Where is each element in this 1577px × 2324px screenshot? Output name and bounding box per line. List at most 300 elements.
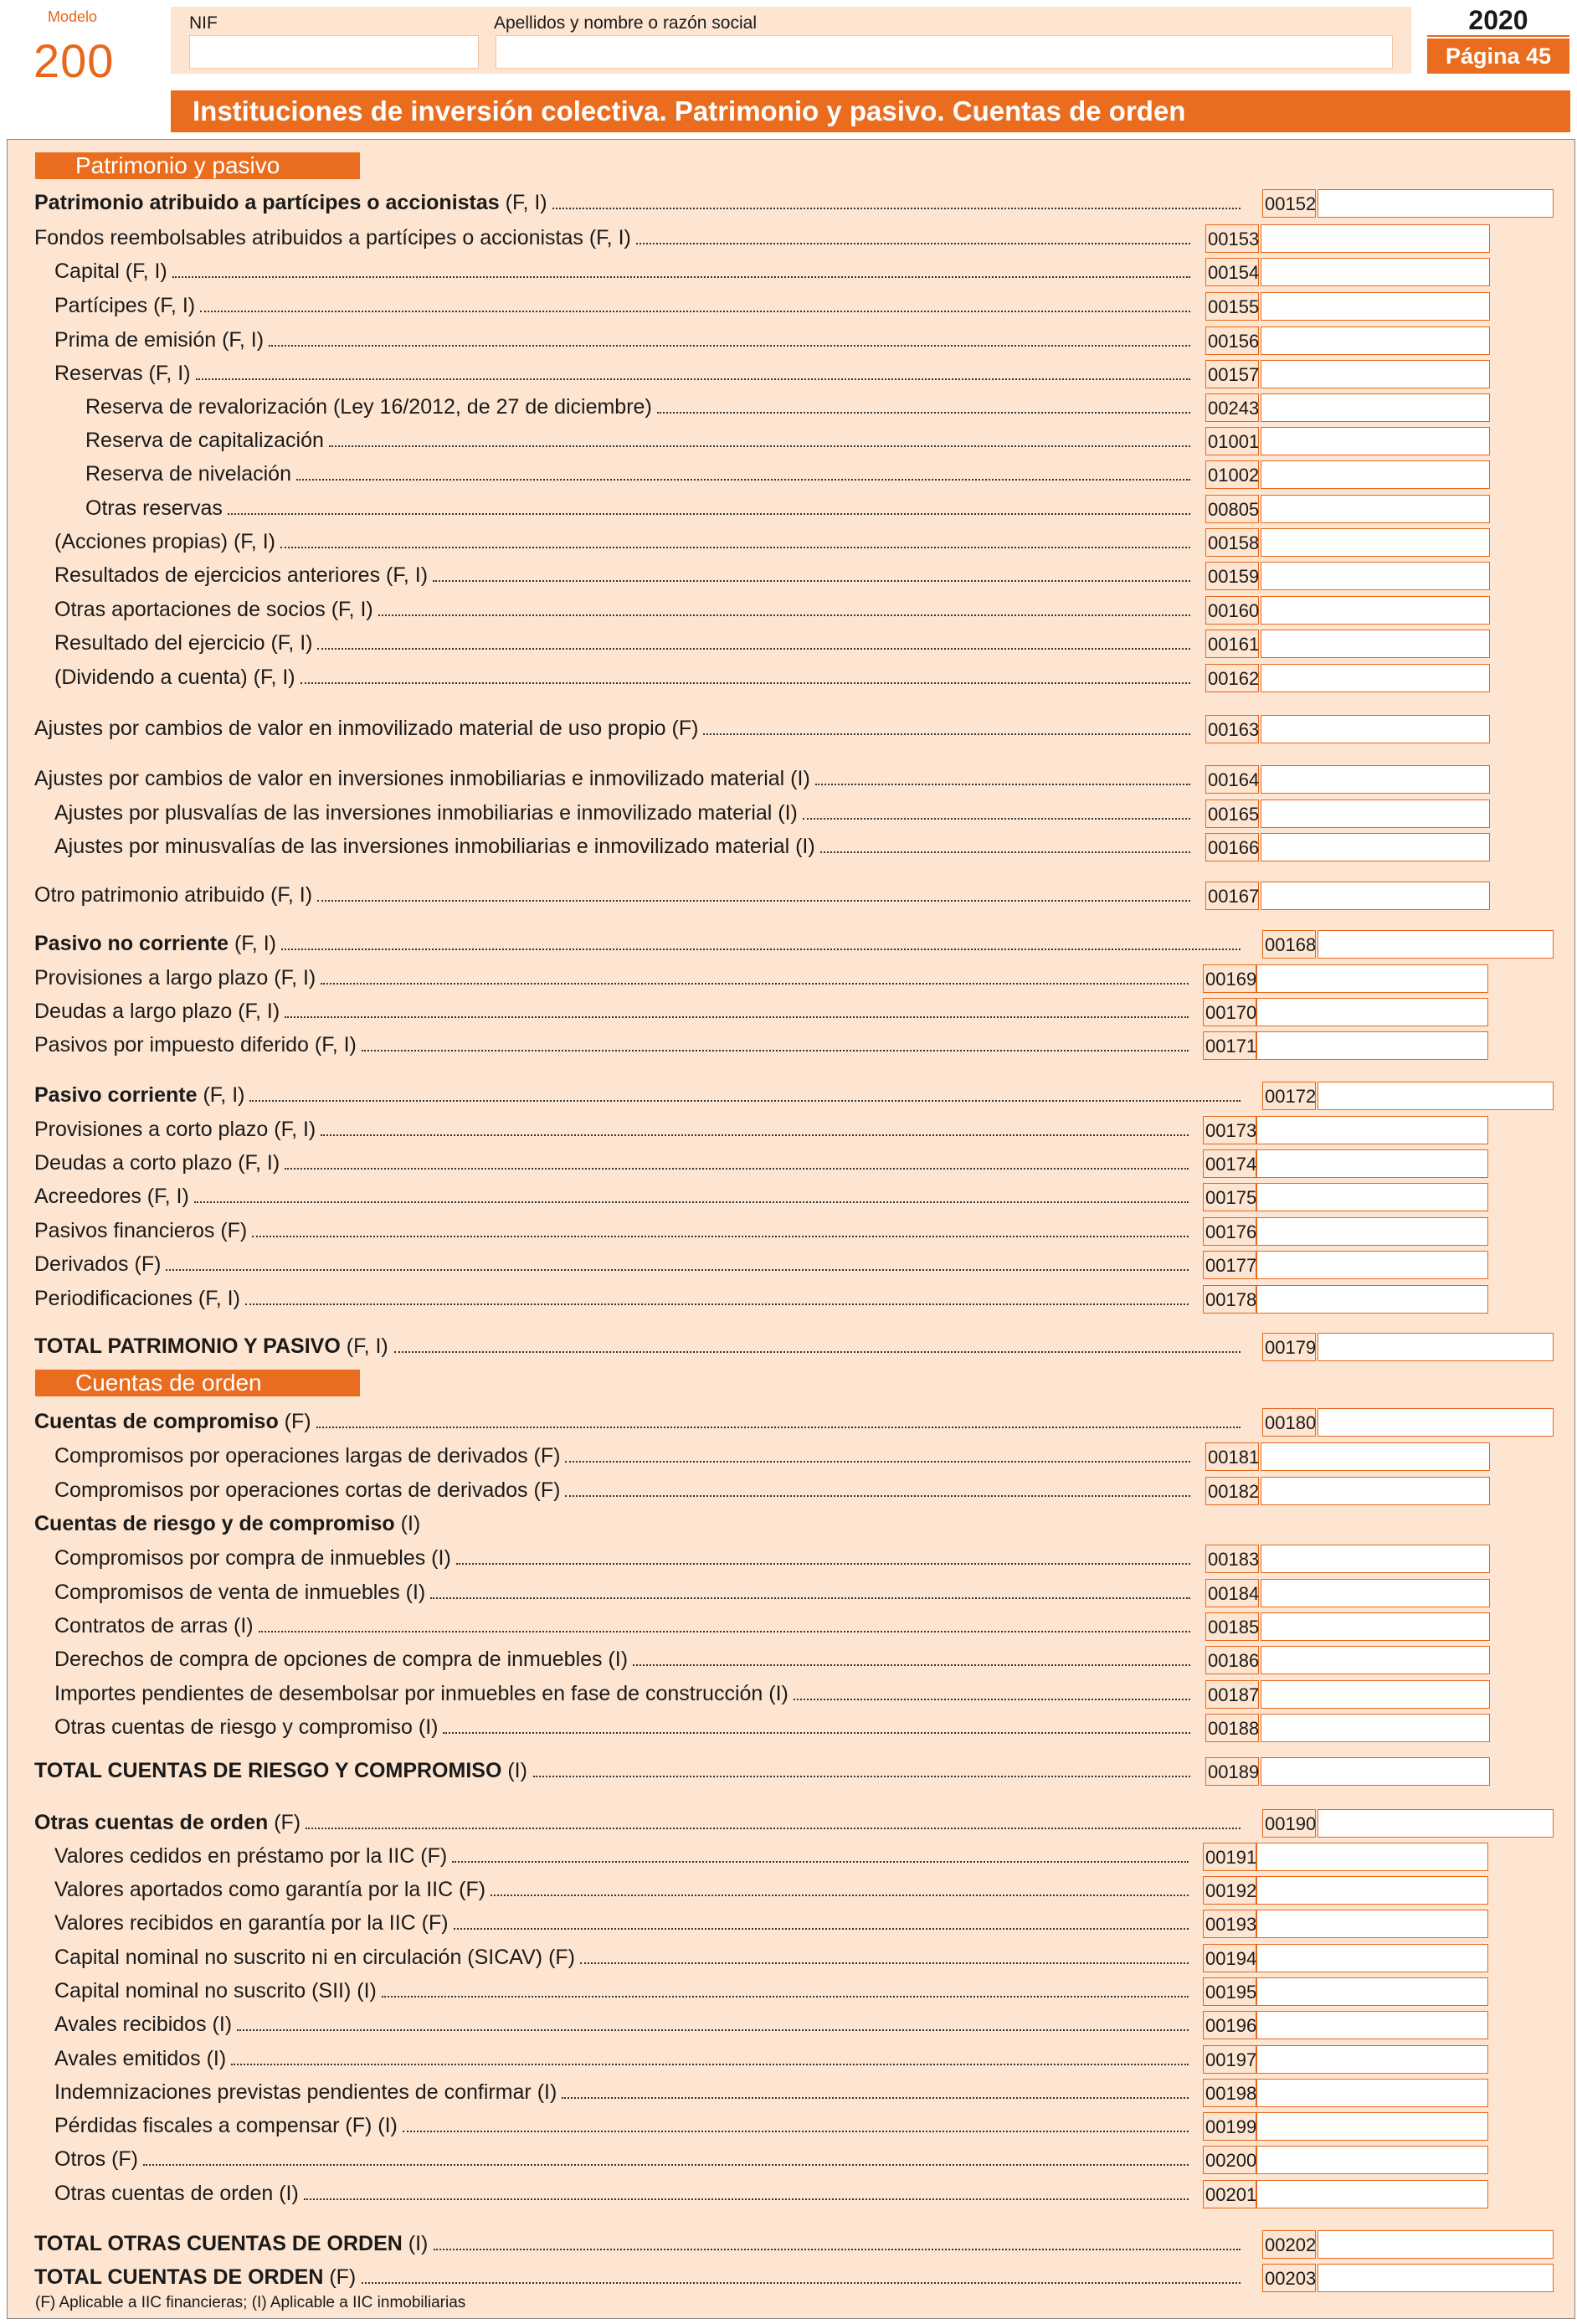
box-code: 00179 <box>1262 1333 1316 1361</box>
row-label <box>34 712 698 745</box>
amount-field-00156[interactable] <box>1261 326 1490 355</box>
box-code: 00182 <box>1205 1477 1259 1505</box>
row-label <box>34 1113 316 1146</box>
leader-dots <box>430 1597 1190 1599</box>
row-label <box>54 593 373 626</box>
amount-field-00152[interactable] <box>1318 189 1554 218</box>
amount-field-00176[interactable] <box>1256 1217 1488 1246</box>
box-code: 00161 <box>1205 630 1259 658</box>
row-label-text: Derechos de compra de opciones de compra de inmuebles (I) <box>54 1648 629 1671</box>
row-label <box>54 525 275 558</box>
amount-field-00197[interactable] <box>1256 2045 1488 2074</box>
nif-label: NIF <box>189 13 218 33</box>
leader-dots <box>394 1351 1241 1353</box>
leader-dots <box>200 311 1190 312</box>
form-row-00197 <box>0 2042 1577 2075</box>
form-row-00162 <box>0 661 1577 694</box>
row-label <box>54 661 295 694</box>
form-row-00195 <box>0 1974 1577 2008</box>
row-label <box>54 1710 439 1744</box>
row-label-text: Otras cuentas de riesgo y compromiso (I) <box>54 1715 439 1739</box>
row-label-bold: Pasivo no corriente <box>34 932 229 955</box>
row-label-bold: Pasivo corriente <box>34 1083 198 1107</box>
row-label <box>54 1906 449 1940</box>
row-label-text: Ajustes por plusvalías de las inversiones inmobiliarias e inmovilizado material (I) <box>54 801 798 825</box>
box-code: 00156 <box>1205 326 1259 355</box>
amount-field-00168[interactable] <box>1318 930 1554 959</box>
row-label <box>34 1180 189 1213</box>
leader-dots <box>285 1016 1189 1018</box>
form-row-00178 <box>0 1282 1577 1315</box>
row-label-bold: TOTAL PATRIMONIO Y PASIVO <box>34 1334 341 1358</box>
amount-field-00188[interactable] <box>1261 1714 1490 1742</box>
row-label-text: Resultados de ejercicios anteriores (F, I) <box>54 563 429 587</box>
page-title: Instituciones de inversión colectiva. Patrimonio y pasivo. Cuentas de orden <box>171 90 1570 132</box>
amount-field-00193[interactable] <box>1256 1910 1488 1938</box>
form-row-01002 <box>0 457 1577 491</box>
leader-dots <box>321 983 1189 985</box>
row-label-bold: Otras cuentas de orden <box>34 1811 269 1834</box>
row-label <box>34 762 810 795</box>
amount-field-00202[interactable] <box>1318 2230 1554 2259</box>
box-code: 00193 <box>1203 1910 1256 1938</box>
form-row-00163 <box>0 712 1577 745</box>
amount-field-00198[interactable] <box>1256 2079 1488 2107</box>
form-row-00166 <box>0 830 1577 863</box>
row-label-text: (I) <box>402 2232 429 2255</box>
row-label <box>54 796 798 830</box>
leader-dots <box>636 243 1190 244</box>
box-code: 00188 <box>1205 1714 1259 1742</box>
form-row-00188 <box>0 1710 1577 1744</box>
form-row-00175 <box>0 1180 1577 1213</box>
leader-dots <box>452 1861 1189 1863</box>
row-label-text: Reserva de revalorización (Ley 16/2012, de 27 de diciembre) <box>85 395 652 419</box>
amount-field-00182[interactable] <box>1261 1477 1490 1505</box>
row-label-text: (F) <box>323 2265 357 2289</box>
amount-field-00157[interactable] <box>1261 360 1490 388</box>
amount-field-00177[interactable] <box>1256 1251 1488 1279</box>
leader-dots <box>633 1664 1190 1666</box>
form-row-heading <box>0 1507 1577 1540</box>
amount-field-00184[interactable] <box>1261 1579 1490 1607</box>
box-code: 00162 <box>1205 664 1259 692</box>
row-label-text: Otras cuentas de orden (I) <box>54 2182 299 2205</box>
row-label-bold: Patrimonio atribuido a partícipes o accionistas <box>34 191 500 214</box>
nif-field[interactable] <box>189 35 479 69</box>
leader-dots <box>491 1895 1189 1896</box>
row-label-text: Otras reservas <box>85 496 223 520</box>
modelo-label: Modelo <box>48 8 98 25</box>
leader-dots <box>196 378 1190 380</box>
form-row-00180 <box>0 1405 1577 1438</box>
section-header-patrimonio: Patrimonio y pasivo <box>35 152 360 179</box>
leader-dots <box>231 2064 1189 2065</box>
form-row-00159 <box>0 558 1577 592</box>
leader-dots <box>820 851 1190 853</box>
leader-dots <box>456 1563 1190 1565</box>
box-code: 00185 <box>1205 1612 1259 1641</box>
box-code: 00160 <box>1205 596 1259 625</box>
leader-dots <box>434 2249 1241 2250</box>
box-code: 00153 <box>1205 224 1259 253</box>
box-code: 00805 <box>1205 495 1259 523</box>
row-label <box>34 1214 247 1247</box>
box-code: 00192 <box>1203 1876 1256 1905</box>
amount-field-00166[interactable] <box>1261 833 1490 861</box>
amount-field-00158[interactable] <box>1261 528 1490 557</box>
row-label-text: Compromisos de venta de inmuebles (I) <box>54 1581 426 1604</box>
leader-dots <box>306 1828 1241 1829</box>
box-code: 00195 <box>1203 1977 1256 2006</box>
box-code: 00164 <box>1205 765 1259 794</box>
row-label-text: (I) <box>394 1512 421 1535</box>
row-label-text: Valores aportados como garantía por la IIC (F) <box>54 1878 486 1901</box>
form-row-00203 <box>0 2260 1577 2294</box>
row-label-text: Pasivos financieros (F) <box>34 1219 248 1242</box>
row-label-text: Otros (F) <box>54 2147 138 2171</box>
box-code: 00180 <box>1262 1408 1316 1437</box>
row-label-text: (Dividendo a cuenta) (F, I) <box>54 666 295 689</box>
box-code: 00203 <box>1262 2264 1316 2292</box>
amount-field-00170[interactable] <box>1256 998 1488 1026</box>
amount-field-00164[interactable] <box>1261 765 1490 794</box>
row-label-text: Valores recibidos en garantía por la IIC (F) <box>54 1911 449 1935</box>
amount-field-00186[interactable] <box>1261 1646 1490 1674</box>
leader-dots <box>552 208 1241 209</box>
amount-field-00172[interactable] <box>1318 1082 1554 1110</box>
row-label-text: Compromisos por operaciones largas de derivados (F) <box>54 1444 561 1468</box>
form-row-00154 <box>0 255 1577 288</box>
form-row-00172 <box>0 1078 1577 1112</box>
name-field[interactable] <box>496 35 1393 69</box>
row-label <box>34 1754 527 1787</box>
amount-field-00173[interactable] <box>1256 1116 1488 1144</box>
amount-field-00189[interactable] <box>1261 1757 1490 1786</box>
amount-field-00199[interactable] <box>1256 2112 1488 2141</box>
form-row-00200 <box>0 2142 1577 2176</box>
row-label-text: Deudas a corto plazo (F, I) <box>34 1151 280 1175</box>
box-code: 01002 <box>1205 460 1259 489</box>
box-code: 00194 <box>1203 1944 1256 1972</box>
row-label <box>34 2260 356 2294</box>
row-label-text: (F, I) <box>229 932 276 955</box>
row-label-text: Reserva de capitalización <box>85 429 324 452</box>
amount-field-00183[interactable] <box>1261 1545 1490 1573</box>
form-row-00160 <box>0 593 1577 626</box>
year-badge: 2020 <box>1427 5 1569 37</box>
row-label <box>54 1839 447 1873</box>
box-code: 00165 <box>1205 800 1259 828</box>
row-label-text: Reserva de nivelación <box>85 462 291 486</box>
row-label-text: Compromisos por operaciones cortas de derivados (F) <box>54 1478 561 1502</box>
leader-dots <box>565 1461 1190 1463</box>
row-label <box>54 1941 575 1974</box>
leader-dots <box>304 2198 1189 2200</box>
amount-field-00178[interactable] <box>1256 1285 1488 1314</box>
amount-field-00154[interactable] <box>1261 258 1490 286</box>
form-row-00187 <box>0 1677 1577 1710</box>
row-label-text: (Acciones propias) (F, I) <box>54 530 275 553</box>
box-code: 00202 <box>1262 2230 1316 2259</box>
row-label <box>85 390 652 424</box>
box-code: 00169 <box>1203 964 1256 993</box>
row-label-text: Otras aportaciones de socios (F, I) <box>54 598 373 621</box>
form-row-00161 <box>0 626 1577 660</box>
row-label <box>34 995 280 1028</box>
amount-field-00165[interactable] <box>1261 800 1490 828</box>
amount-field-00191[interactable] <box>1256 1843 1488 1871</box>
amount-field-00194[interactable] <box>1256 1944 1488 1972</box>
amount-field-00160[interactable] <box>1261 596 1490 625</box>
row-label <box>54 1576 425 1609</box>
form-row-00177 <box>0 1247 1577 1281</box>
leader-dots <box>565 1495 1190 1497</box>
row-label-text: Valores cedidos en préstamo por la IIC (F) <box>54 1844 448 1868</box>
amount-field-01002[interactable] <box>1261 460 1490 489</box>
leader-dots <box>533 1776 1190 1777</box>
row-label <box>34 1282 240 1315</box>
amount-field-00203[interactable] <box>1318 2264 1554 2292</box>
box-code: 00158 <box>1205 528 1259 557</box>
row-label-text: Otro patrimonio atribuido (F, I) <box>34 883 313 907</box>
row-label-text: Capital nominal no suscrito ni en circulación (SICAV) (F) <box>54 1946 575 1969</box>
box-code: 00157 <box>1205 360 1259 388</box>
row-label-text: (I) <box>501 1759 527 1782</box>
form-row-00169 <box>0 961 1577 995</box>
form-row-00173 <box>0 1113 1577 1146</box>
row-label-text: Periodificaciones (F, I) <box>34 1287 240 1310</box>
form-row-00158 <box>0 525 1577 558</box>
row-label <box>85 491 223 525</box>
row-label-text: (F) <box>268 1811 301 1834</box>
leader-dots <box>803 818 1190 820</box>
box-code: 00174 <box>1203 1149 1256 1178</box>
amount-field-00805[interactable] <box>1261 495 1490 523</box>
box-code: 00199 <box>1203 2112 1256 2141</box>
form-row-00198 <box>0 2075 1577 2109</box>
row-label <box>34 961 316 995</box>
row-label <box>54 626 312 660</box>
amount-field-00196[interactable] <box>1256 2011 1488 2039</box>
amount-field-00171[interactable] <box>1256 1031 1488 1060</box>
row-label <box>85 424 324 457</box>
row-label <box>54 1677 788 1710</box>
row-label-text: Pasivos por impuesto diferido (F, I) <box>34 1033 357 1057</box>
leader-dots <box>433 580 1190 582</box>
form-row-00157 <box>0 357 1577 390</box>
form-row-00243 <box>0 390 1577 424</box>
row-label-text: Avales recibidos (I) <box>54 2013 233 2036</box>
row-label-text: Reservas (F, I) <box>54 362 191 385</box>
row-label <box>54 1541 451 1575</box>
amount-field-00162[interactable] <box>1261 664 1490 692</box>
form-row-00185 <box>0 1609 1577 1643</box>
amount-field-00190[interactable] <box>1318 1809 1554 1838</box>
form-row-00181 <box>0 1439 1577 1473</box>
amount-field-00192[interactable] <box>1256 1876 1488 1905</box>
page-badge: Página 45 <box>1427 39 1569 74</box>
row-label <box>54 323 264 357</box>
form-row-00194 <box>0 1941 1577 1974</box>
box-code: 00178 <box>1203 1285 1256 1314</box>
row-label-text: Avales emitidos (I) <box>54 2047 227 2070</box>
name-label: Apellidos y nombre o razón social <box>494 13 757 33</box>
amount-field-00155[interactable] <box>1261 292 1490 321</box>
form-row-00196 <box>0 2008 1577 2041</box>
row-label <box>54 1974 377 2008</box>
row-label-text: Partícipes (F, I) <box>54 294 196 317</box>
amount-field-00200[interactable] <box>1256 2146 1488 2174</box>
row-label-text: Fondos reembolsables atribuidos a partícipes o accionistas (F, I) <box>34 226 631 249</box>
row-label <box>54 2142 138 2176</box>
box-code: 00177 <box>1203 1251 1256 1279</box>
leader-dots <box>794 1699 1190 1700</box>
box-code: 00186 <box>1205 1646 1259 1674</box>
box-code: 00163 <box>1205 715 1259 743</box>
amount-field-01001[interactable] <box>1261 427 1490 455</box>
row-label-text: Acreedores (F, I) <box>34 1185 189 1208</box>
form-row-00174 <box>0 1146 1577 1180</box>
row-label-text: Pérdidas fiscales a compensar (F) (I) <box>54 2114 398 2137</box>
leader-dots <box>249 1100 1241 1102</box>
amount-field-00159[interactable] <box>1261 562 1490 590</box>
leader-dots <box>301 682 1190 684</box>
leader-dots <box>378 614 1190 616</box>
amount-field-00174[interactable] <box>1256 1149 1488 1178</box>
form-row-00167 <box>0 878 1577 912</box>
row-label <box>54 2075 557 2109</box>
row-label <box>85 457 291 491</box>
leader-dots <box>259 1631 1190 1632</box>
leader-dots <box>317 900 1190 902</box>
row-label-text: Provisiones a corto plazo (F, I) <box>34 1118 316 1141</box>
row-label <box>54 2177 299 2210</box>
form-row-00193 <box>0 1906 1577 1940</box>
row-label <box>34 1806 301 1839</box>
leader-dots <box>285 1168 1189 1170</box>
leader-dots <box>382 1996 1189 1998</box>
row-label <box>34 1028 357 1062</box>
box-code: 00168 <box>1262 930 1316 959</box>
box-code: 00175 <box>1203 1183 1256 1211</box>
row-label-text: (F, I) <box>499 191 547 214</box>
leader-dots <box>703 733 1190 735</box>
footnote: (F) Aplicable a IIC financieras; (I) Aplicable a IIC inmobiliarias <box>35 2294 466 2311</box>
form-row-00183 <box>0 1541 1577 1575</box>
form-row-00199 <box>0 2109 1577 2142</box>
form-row-00202 <box>0 2227 1577 2260</box>
form-row-00156 <box>0 323 1577 357</box>
row-label <box>34 1405 311 1438</box>
box-code: 00167 <box>1205 882 1259 910</box>
leader-dots <box>815 784 1190 785</box>
row-label <box>34 221 631 255</box>
row-label <box>34 1078 244 1112</box>
section-header-cuentas-orden: Cuentas de orden <box>35 1370 360 1396</box>
form-row-00191 <box>0 1839 1577 1873</box>
leader-dots <box>143 2164 1189 2166</box>
row-label <box>34 1329 388 1363</box>
box-code: 01001 <box>1205 427 1259 455</box>
amount-field-00181[interactable] <box>1261 1442 1490 1471</box>
amount-field-00169[interactable] <box>1256 964 1488 993</box>
row-label <box>54 1473 560 1507</box>
box-code: 00201 <box>1203 2180 1256 2208</box>
amount-field-00195[interactable] <box>1256 1977 1488 2006</box>
box-code: 00189 <box>1205 1757 1259 1786</box>
row-label <box>54 289 195 322</box>
box-code: 00200 <box>1203 2146 1256 2174</box>
row-label <box>54 1643 628 1676</box>
amount-field-00161[interactable] <box>1261 630 1490 658</box>
row-label-text: Capital (F, I) <box>54 260 167 283</box>
amount-field-00243[interactable] <box>1261 393 1490 422</box>
row-label <box>54 2042 226 2075</box>
amount-field-00187[interactable] <box>1261 1680 1490 1709</box>
leader-dots <box>362 2282 1241 2284</box>
form-row-00171 <box>0 1028 1577 1062</box>
box-code: 00159 <box>1205 562 1259 590</box>
leader-dots <box>269 345 1190 347</box>
row-label <box>54 2109 398 2142</box>
amount-field-00179[interactable] <box>1318 1333 1554 1361</box>
box-code: 00187 <box>1205 1680 1259 1709</box>
box-code: 00170 <box>1203 998 1256 1026</box>
row-label-bold: TOTAL OTRAS CUENTAS DE ORDEN <box>34 2232 403 2255</box>
amount-field-00175[interactable] <box>1256 1183 1488 1211</box>
row-label <box>54 1609 254 1643</box>
box-code: 00197 <box>1203 2045 1256 2074</box>
form-row-00201 <box>0 2177 1577 2210</box>
row-label-bold: Cuentas de compromiso <box>34 1410 279 1433</box>
row-label <box>34 2227 428 2260</box>
box-code: 00243 <box>1205 393 1259 422</box>
box-code: 00176 <box>1203 1217 1256 1246</box>
amount-field-00163[interactable] <box>1261 715 1490 743</box>
form-row-00152 <box>0 186 1577 219</box>
row-label <box>34 878 312 912</box>
leader-dots <box>166 1269 1189 1271</box>
row-label-text: Indemnizaciones previstas pendientes de confirmar (I) <box>54 2080 557 2104</box>
row-label-text: Contratos de arras (I) <box>54 1614 254 1638</box>
amount-field-00167[interactable] <box>1261 882 1490 910</box>
row-label-text: Ajustes por minusvalías de las inversiones inmobiliarias e inmovilizado material (I) <box>54 835 815 858</box>
form-row-00189 <box>0 1754 1577 1787</box>
row-label-text: Capital nominal no suscrito (SII) (I) <box>54 1979 377 2003</box>
form-row-00165 <box>0 796 1577 830</box>
leader-dots <box>252 1236 1189 1237</box>
row-label <box>54 2008 232 2041</box>
row-label <box>34 927 276 960</box>
leader-dots <box>317 648 1190 650</box>
row-label-text: (F, I) <box>197 1083 245 1107</box>
amount-field-00153[interactable] <box>1261 224 1490 253</box>
amount-field-00201[interactable] <box>1256 2180 1488 2208</box>
amount-field-00185[interactable] <box>1261 1612 1490 1641</box>
box-code: 00196 <box>1203 2011 1256 2039</box>
leader-dots <box>562 2097 1189 2099</box>
row-label <box>54 558 428 592</box>
form-row-00184 <box>0 1576 1577 1609</box>
amount-field-00180[interactable] <box>1318 1408 1554 1437</box>
form-row-00182 <box>0 1473 1577 1507</box>
leader-dots <box>329 445 1190 447</box>
form-row-00190 <box>0 1806 1577 1839</box>
row-label-text: Deudas a largo plazo (F, I) <box>34 1000 280 1023</box>
leader-dots <box>172 276 1190 278</box>
box-code: 00191 <box>1203 1843 1256 1871</box>
